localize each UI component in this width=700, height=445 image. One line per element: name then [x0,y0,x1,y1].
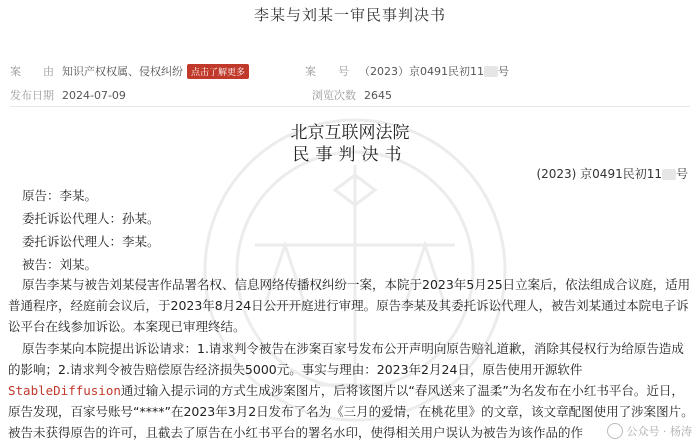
party-defendant: 被告：刘某。 [22,257,98,272]
claims-text-1: 原告李某向本院提出诉讼请求：1.请求判令被告在涉案百家号发布公开声明向原告赔礼道歉，消除其侵权行为给原告造成的影响；2.请求判令被告赔偿原告经济损失5000元。事实与理由：2023年2月24日，原告使用开源软件 [8,341,684,377]
watermark-logo [607,423,693,439]
case-number-suffix: 号 [675,167,688,181]
redacted-block [662,169,676,180]
date-label: 发布日期 [10,89,54,102]
learn-more-tag[interactable]: 点击了解更多 [187,64,249,79]
party-agent-2: 委托诉讼代理人：李某。 [22,234,160,249]
document-type: 民事判决书 [292,145,408,165]
page-title: 李某与刘某一审民事判决书 [253,6,446,24]
party-agent-1: 委托诉讼代理人：孙某。 [22,211,160,226]
cause-value: 知识产权权属、侵权纠纷 [62,65,183,78]
cause-label: 案 由 [10,65,54,78]
watermark-text: 公众号 · 杨涛 [626,425,692,438]
wechat-icon [607,423,623,439]
divider [10,106,690,107]
redacted-block [484,66,498,77]
case-number [536,165,688,182]
meta-row-1 [10,62,690,80]
court-name: 北京互联网法院 [290,123,410,143]
software-name: StableDiffusion [8,383,121,398]
case-label: 案 号 [305,65,349,78]
paragraph-claims [8,338,694,443]
date-value: 2024-07-09 [62,88,126,102]
views-value: 2645 [364,88,392,102]
party-plaintiff: 原告：李某。 [22,188,98,203]
case-number-prefix: (2023) 京0491民初11 [536,167,662,181]
views-label: 浏览次数 [312,89,356,102]
paragraph-case-summary: 原告李某与被告刘某侵害作品署名权、信息网络传播权纠纷一案，本院于2023年5月25日立案后，依法组成合议庭，适用普通程序，经庭前会议后，于2023年8月24日公开开庭进行审理。原告李某及其委托诉讼代理人，被告刘某通过本院电子诉讼平台在线参加诉讼。本案现已审理终结。 [8,277,691,334]
case-value: （2023）京0491民初11 [359,65,484,78]
claims-text-2: 通过输入提示词的方式生成涉案图片，后将该图片以“春风送来了温柔”为名发布在小红书平台。近日，原告发现，百家号账号“****”在2023年3月2日发布了名为《三月的爱情，在桃花里》的文章，该文章配图使用了涉案图片。被告未获得原告的许可，且截去了原告在小红书平台的署名水印，使得相关用户误认为被告为该作品的作 [8,383,694,440]
meta-row-2 [10,86,690,104]
case-value-suffix: 号 [498,65,509,78]
